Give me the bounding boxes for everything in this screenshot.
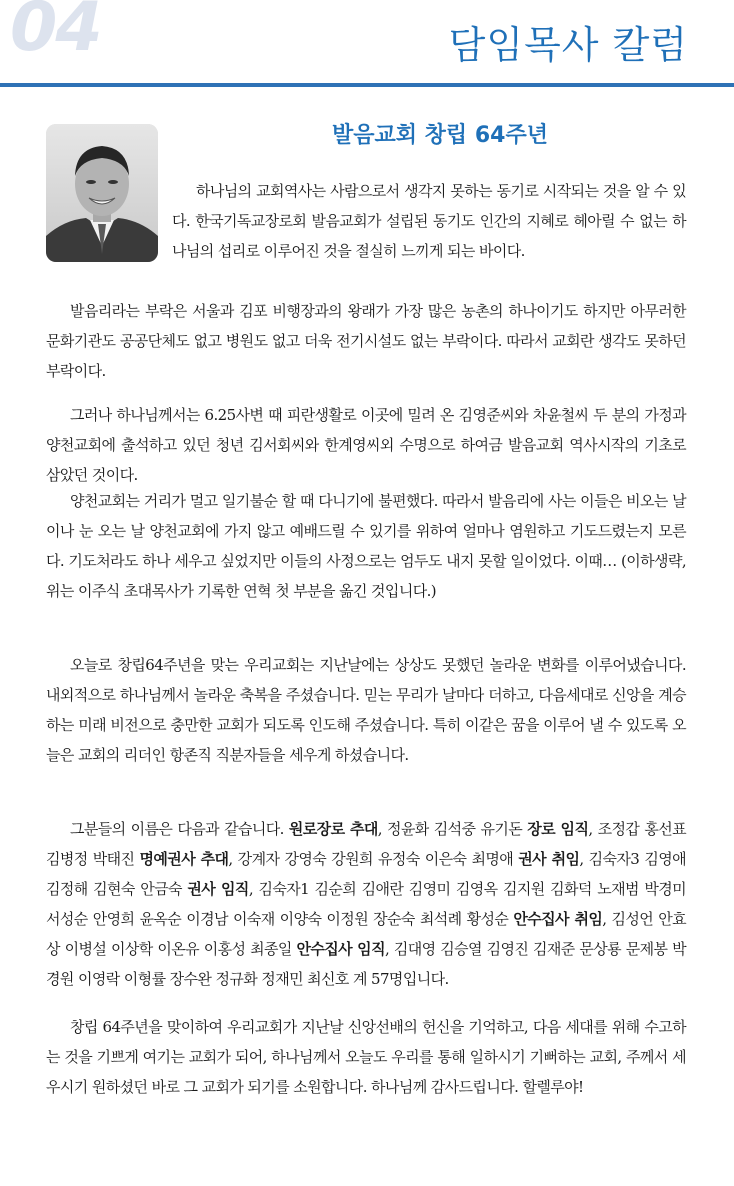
names-honorary-deaconess: , 강계자 강영숙 강원희 유정숙 이은숙 최명애: [228, 850, 519, 868]
role-label-deaconess-ordain: 권사 임직: [187, 880, 249, 898]
names-deacon-install: , 김성언 안효상 이병설 이상학 이온유 이홍성 최종일: [46, 910, 687, 958]
role-label-elder-emeritus: 원로장로 추대: [288, 820, 378, 838]
paragraph-4: 양천교회는 거리가 멀고 일기불순 할 때 다니기에 불편했다. 따라서 발음리에 사는 이들은 비오는 날이나 눈 오는 날 양천교회에 가지 않고 예배드릴 수 있기를 위하여 얼마나 염원하고 기도드렸는지 모른다. 기도처라도 하나 세우고 싶었지만 이들의 사정으로는 엄두도 내지 못할 일이었다. 이때… (이하생략, 위는 이주식 초대목사가 기록한 연혁 첫 부분을 옮긴 것입니다.): [46, 492, 686, 600]
role-label-deacon-ordain: 안수집사 임직: [296, 940, 385, 958]
header-rule: [0, 83, 734, 87]
pastor-portrait-photo: [46, 124, 158, 262]
names-deaconess-install: , 김숙자3 김영애 김정해 김현숙 안금숙: [46, 850, 686, 898]
role-label-honorary-deaconess: 명예권사 추대: [139, 850, 229, 868]
paragraph-names: [46, 814, 686, 994]
names-elder-emeritus: , 정윤화 김석중 유기돈: [377, 820, 528, 838]
section-title: 담임목사 칼럼: [448, 23, 688, 67]
names-intro: 그분들의 이름은 다음과 같습니다.: [70, 820, 289, 838]
role-label-deacon-install: 안수집사 취임: [513, 910, 603, 928]
role-label-deaconess-install: 권사 취임: [518, 850, 580, 868]
portrait-image: [46, 124, 158, 262]
paragraph-3: 그러나 하나님께서는 6.25사변 때 피란생활로 이곳에 밀려 온 김영준씨와 차윤철씨 두 분의 가정과 양천교회에 출석하고 있던 청년 김서회씨와 한계영씨외 수명으로 하여금 발음교회 역사시작의 기초로 삼았던 것이다.: [46, 406, 686, 484]
paragraph-5: 오늘로 창립64주년을 맞는 우리교회는 지난날에는 상상도 못했던 놀라운 변화를 이루어냈습니다. 내외적으로 하나님께서 놀라운 축복을 주셨습니다. 믿는 무리가 날마다 더하고, 다음세대로 신앙을 계승하는 미래 비전으로 충만한 교회가 되도록 인도해 주셨습니다. 특히 이같은 꿈을 이루어 낼 수 있도록 오늘은 교회의 리더인 항존직 직분자들을 세우게 하셨습니다.: [46, 656, 686, 764]
paragraph-closing: 창립 64주년을 맞이하여 우리교회가 지난날 신앙선배의 헌신을 기억하고, 다음 세대를 위해 수고하는 것을 기쁘게 여기는 교회가 되어, 하나님께서 오늘도 우리를 통해 일하시기 기뻐하는 교회, 주께서 세우시기 원하셨던 바로 그 교회가 되기를 소원합니다. 하나님께 감사드립니다. 할렐루야!: [46, 1018, 686, 1096]
page-number: 04: [10, 0, 101, 67]
names-deacon-ordain: , 김대영 김승열 김영진 김재준 문상룡 문제봉 박경원 이영락 이형률 장수완 정규화 정재민 최신호 계 57명입니다.: [46, 940, 686, 988]
names-deaconess-ordain: , 김숙자1 김순희 김애란 김영미 김영옥 김지원 김화덕 노재범 박경미 서성순 안영희 윤옥순 이경남 이숙재 이양숙 이정원 장순숙 최석례 황성순: [46, 880, 686, 928]
role-label-elder: 장로 임직: [527, 820, 589, 838]
article-title: 발음교회 창립 64주년: [332, 123, 548, 148]
paragraph-1: 하나님의 교회역사는 사람으로서 생각지 못하는 동기로 시작되는 것을 알 수 있다. 한국기독교장로회 발음교회가 설립된 동기도 인간의 지혜로 헤아릴 수 없는 하나님의 섭리로 이루어진 것을 절실히 느끼게 되는 바이다.: [172, 182, 686, 260]
paragraph-2: 발음리라는 부락은 서울과 김포 비행장과의 왕래가 가장 많은 농촌의 하나이기도 하지만 아무러한 문화기관도 공공단체도 없고 병원도 없고 더욱 전기시설도 없는 부락이다. 따라서 교회란 생각도 못하던 부락이다.: [46, 302, 686, 380]
names-elder: , 조정갑 홍선표 김병정 박태진: [46, 820, 686, 868]
